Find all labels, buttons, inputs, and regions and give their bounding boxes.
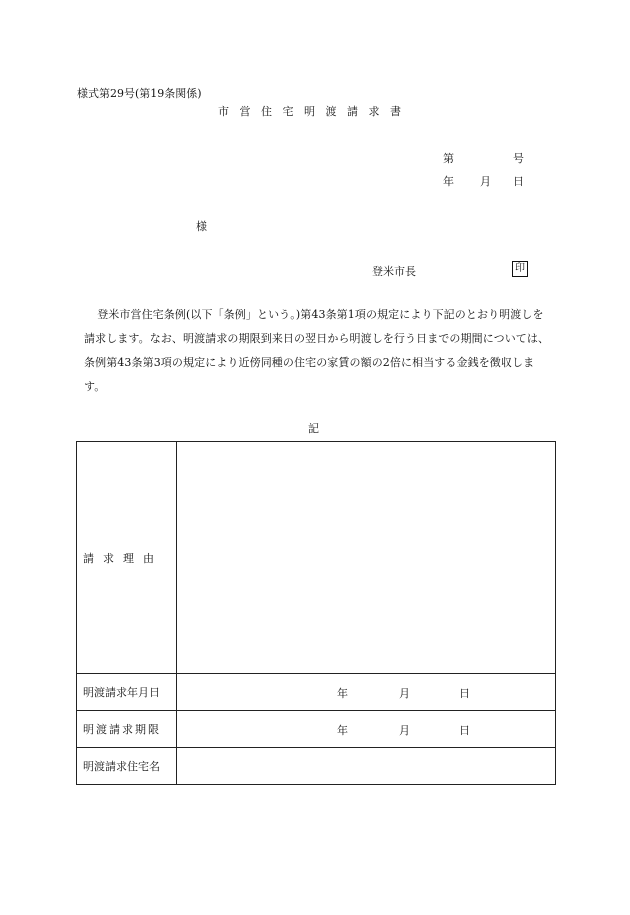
issue-month-label: 月 [480,175,491,188]
request-date-day: 日 [459,687,470,700]
number-prefix: 第 [443,152,454,165]
number-suffix: 号 [513,152,524,165]
issue-year-label: 年 [443,175,454,188]
reason-field[interactable] [177,442,556,674]
housing-name-label: 明渡請求住宅名 [77,748,177,785]
deadline-year: 年 [337,724,348,737]
housing-name-field[interactable] [177,748,556,785]
request-date-year: 年 [337,687,348,700]
table-row-reason [77,442,556,674]
request-date-month: 月 [399,687,410,700]
notes-heading: 記 [308,422,319,435]
request-details-table [76,441,556,785]
deadline-field[interactable] [177,711,556,748]
table-row-deadline [77,711,556,748]
form-number: 様式第29号(第19条関係) [77,87,202,100]
table-row-request-date [77,674,556,711]
request-date-label: 明渡請求年月日 [77,674,177,711]
table-row-housing-name [77,748,556,785]
issue-day-label: 日 [513,175,524,188]
document-title: 市営住宅明渡請求書 [218,105,412,118]
body-paragraph: 登米市営住宅条例(以下「条例」という。)第43条第1項の規定により下記のとおり明渡しを請求します。なお、明渡請求の期限到来日の翌日から明渡しを行う日までの期間については、条例第43条第3項の規定により近傍同種の住宅の家賃の額の2倍に相当する金銭を徴収します。 [84,308,550,393]
seal-mark: 印 [512,261,528,277]
deadline-label: 明渡請求期限 [77,711,177,748]
reason-label: 請求理由 [77,442,177,674]
deadline-day: 日 [459,724,470,737]
deadline-month: 月 [399,724,410,737]
issuer-name: 登米市長 [372,265,416,278]
request-date-field[interactable] [177,674,556,711]
addressee-honorific: 様 [196,220,207,233]
